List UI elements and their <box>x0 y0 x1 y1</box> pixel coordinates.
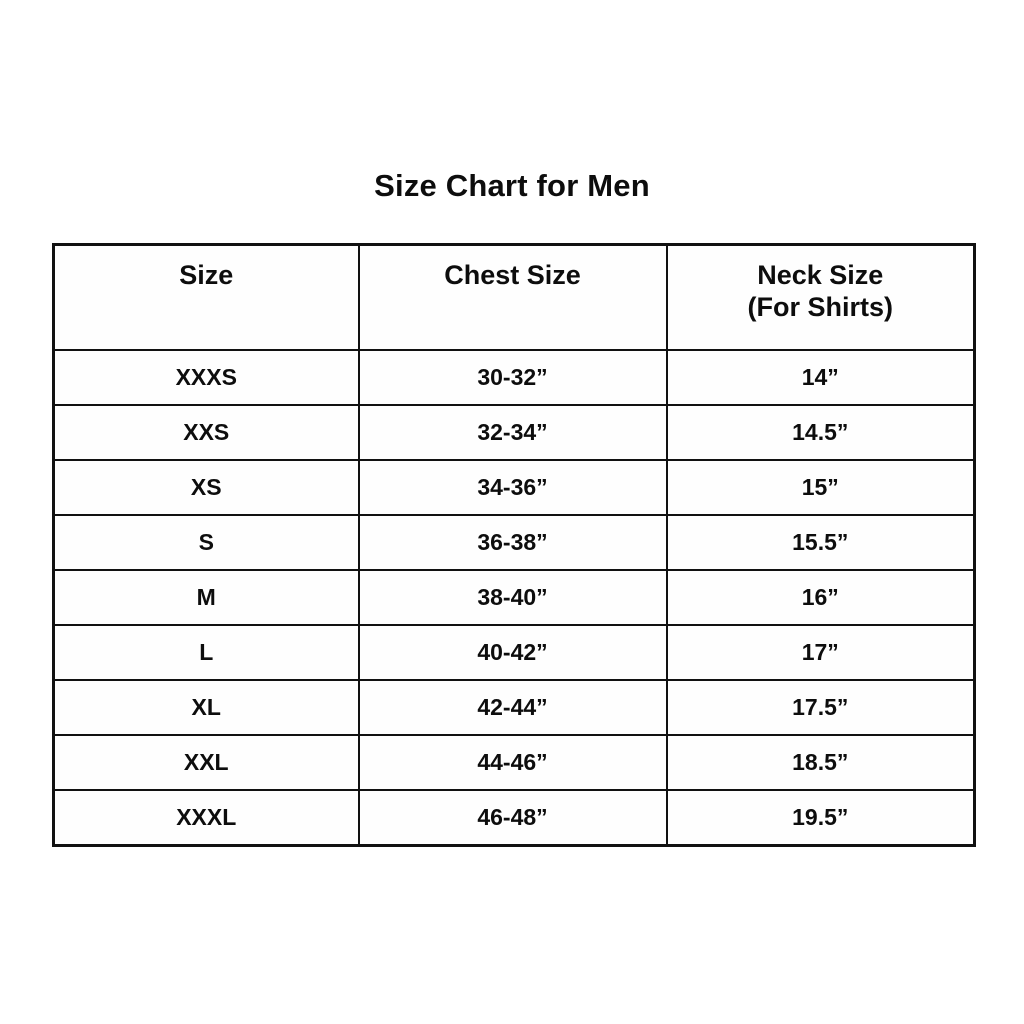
column-header-size <box>54 245 359 351</box>
size-cell: M <box>54 570 359 625</box>
column-header-chest-size <box>359 245 667 351</box>
neck-cell: 19.5” <box>667 790 975 846</box>
table-row <box>54 735 975 790</box>
neck-cell: 18.5” <box>667 735 975 790</box>
table-row <box>54 680 975 735</box>
neck-cell: 17” <box>667 625 975 680</box>
page-title: Size Chart for Men <box>374 168 650 203</box>
size-cell: XL <box>54 680 359 735</box>
size-chart-table <box>52 243 976 847</box>
chest-cell: 30-32” <box>359 350 667 405</box>
table-row <box>54 570 975 625</box>
chest-cell: 44-46” <box>359 735 667 790</box>
neck-cell: 15.5” <box>667 515 975 570</box>
chest-cell: 34-36” <box>359 460 667 515</box>
table-row <box>54 460 975 515</box>
size-cell: L <box>54 625 359 680</box>
chest-cell: 32-34” <box>359 405 667 460</box>
neck-cell: 14.5” <box>667 405 975 460</box>
size-cell: XXXS <box>54 350 359 405</box>
column-header-neck-size-sublabel: (For Shirts) <box>747 291 893 322</box>
header-row <box>54 245 975 351</box>
size-cell: XXL <box>54 735 359 790</box>
chest-cell: 36-38” <box>359 515 667 570</box>
table-row <box>54 405 975 460</box>
neck-cell: 16” <box>667 570 975 625</box>
chest-cell: 38-40” <box>359 570 667 625</box>
neck-cell: 17.5” <box>667 680 975 735</box>
column-header-neck-size <box>667 245 975 351</box>
table-row <box>54 625 975 680</box>
chest-cell: 42-44” <box>359 680 667 735</box>
table-row <box>54 515 975 570</box>
chest-cell: 46-48” <box>359 790 667 846</box>
size-cell: XXS <box>54 405 359 460</box>
chest-cell: 40-42” <box>359 625 667 680</box>
size-cell: S <box>54 515 359 570</box>
neck-cell: 14” <box>667 350 975 405</box>
size-cell: XXXL <box>54 790 359 846</box>
column-header-size-label: Size <box>179 260 234 290</box>
column-header-neck-size-label: Neck Size <box>757 260 884 290</box>
table-row <box>54 350 975 405</box>
column-header-chest-size-label: Chest Size <box>444 260 581 290</box>
table-row <box>54 790 975 846</box>
neck-cell: 15” <box>667 460 975 515</box>
size-cell: XS <box>54 460 359 515</box>
